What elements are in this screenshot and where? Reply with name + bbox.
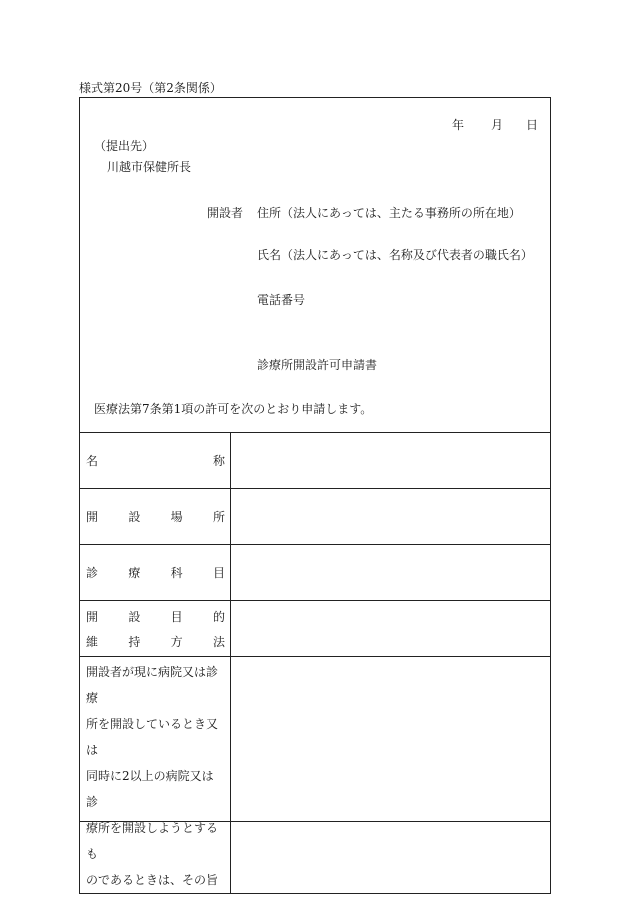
row-label-location: 開 設 場 所: [80, 489, 231, 545]
row-label-name: 名 称: [80, 433, 231, 489]
location-value-cell[interactable]: [231, 489, 551, 545]
founder-label: 開設者: [207, 206, 244, 220]
table-row-departments: [80, 545, 551, 601]
table-row-facility-name: [80, 433, 551, 489]
founder-address-label: 住所（法人にあっては、主たる事務所の所在地）: [257, 206, 521, 220]
other-facilities-value-cell[interactable]: [231, 657, 551, 894]
founder-name-label: 氏名（法人にあっては、名称及び代表者の職氏名）: [257, 248, 533, 262]
founder-phone-label: 電話番号: [257, 293, 306, 307]
application-items-table: [79, 432, 551, 894]
table-row-location: [80, 489, 551, 545]
date-day-label: 日: [526, 118, 539, 132]
row-label-purpose-maintenance: 開 設 目 的 維 持 方 法: [80, 601, 231, 657]
date-year-label: 年: [452, 118, 465, 132]
date-month-label: 月: [491, 118, 504, 132]
departments-value-cell[interactable]: [231, 545, 551, 601]
recipient-label: （提出先）: [94, 139, 155, 153]
document-title: 診療所開設許可申請書: [257, 358, 378, 372]
purpose-maintenance-value-cell[interactable]: [231, 601, 551, 657]
row-label-other-facilities: 開設者が現に病院又は診療 所を開設しているとき又は 同時に2以上の病院又は診 療所を開設しようとするも のであるときは、その旨: [80, 657, 231, 894]
table-row-other-facilities: [80, 657, 551, 894]
intro-statement: 医療法第7条第1項の許可を次のとおり申請します。: [94, 402, 373, 416]
facility-name-value-cell[interactable]: [231, 433, 551, 489]
table-row-purpose-maintenance: [80, 601, 551, 657]
form-number-label: 様式第20号（第2条関係）: [79, 81, 222, 95]
application-form: [79, 97, 551, 887]
row-label-departments: 診 療 科 目: [80, 545, 231, 601]
recipient-name: 川越市保健所長: [107, 160, 192, 174]
